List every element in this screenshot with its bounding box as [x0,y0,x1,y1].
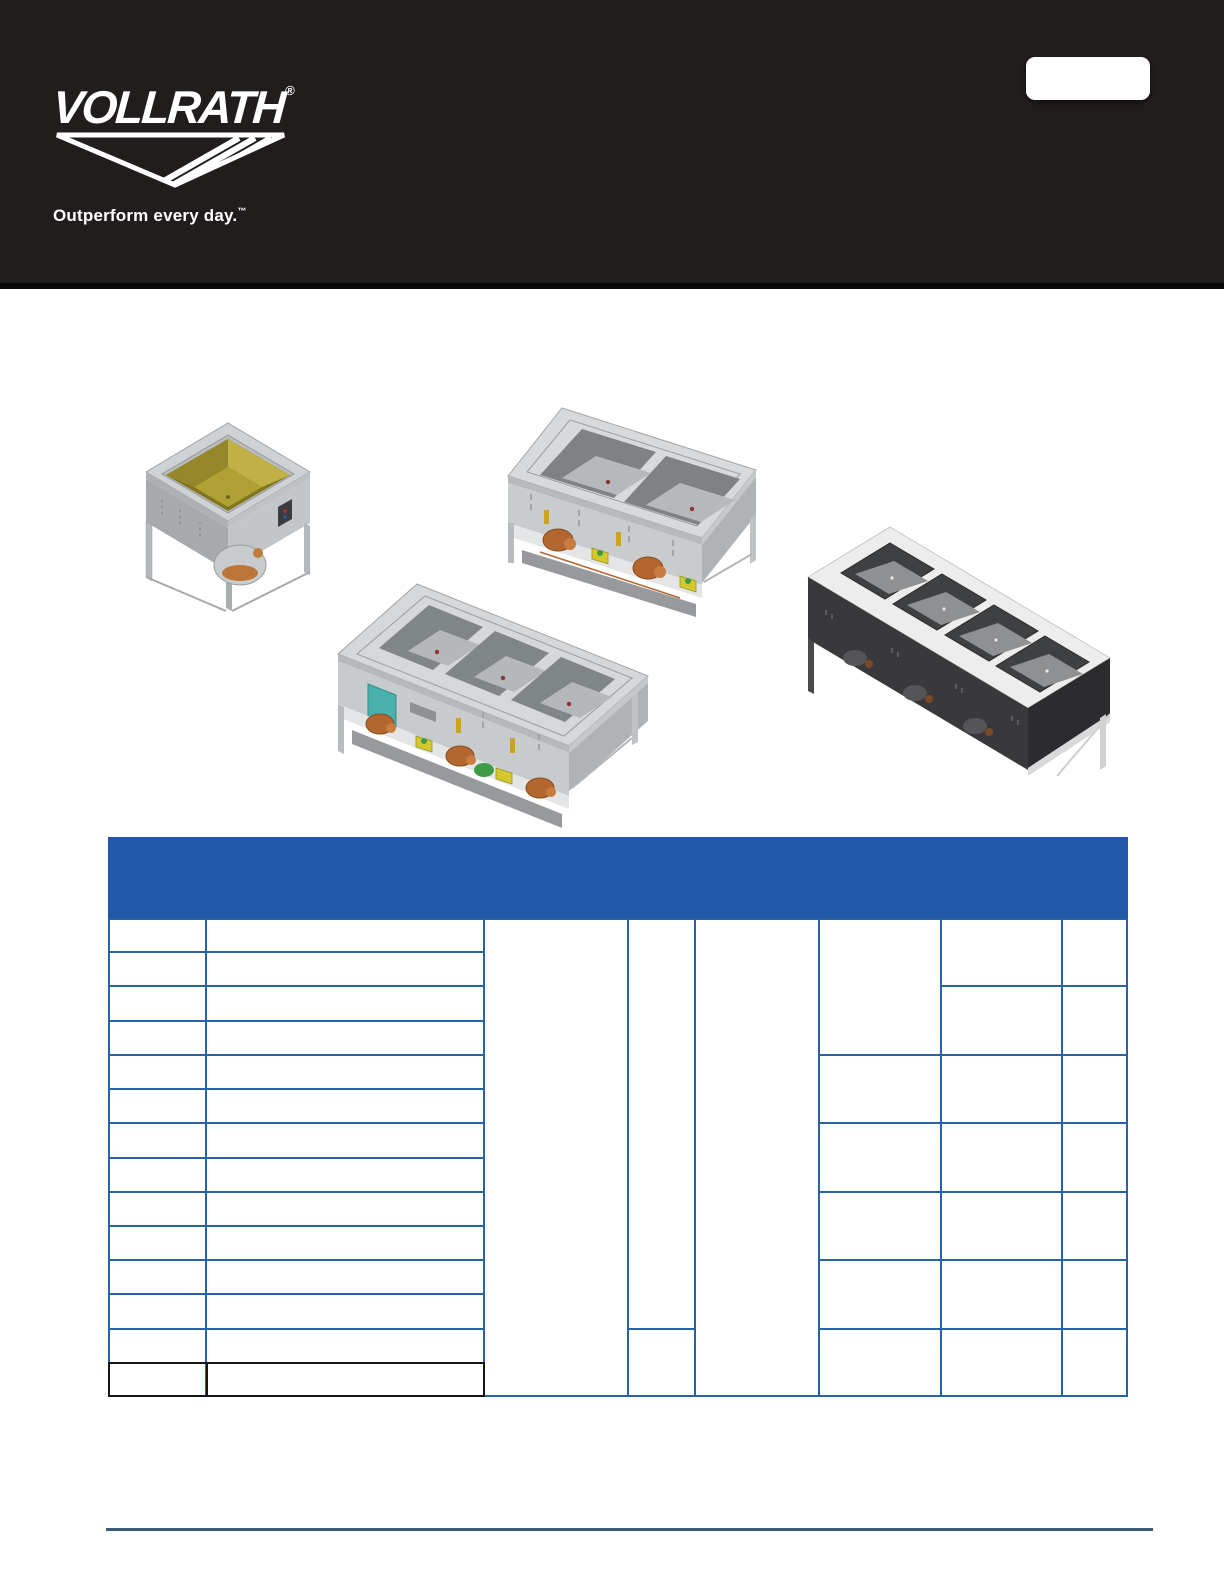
table-grid-line [627,918,629,1397]
table-grid-line [819,1122,1128,1124]
table-grid-line [108,951,484,953]
table-grid-line [819,1259,1128,1261]
four-well-unit-image [795,518,1115,788]
product-illustration-1 [140,415,315,620]
table-grid-line [819,1328,1128,1330]
footer-rule [106,1528,1153,1531]
table-grid-line [941,985,1128,987]
vollrath-logo [51,81,296,226]
table-grid-line [694,918,696,1397]
table-grid-line [108,985,484,987]
table-grid-line [108,1225,484,1227]
table-highlight-cells [108,1362,485,1397]
table-header-band [108,837,1128,918]
table-grid-line [108,1088,484,1090]
table-grid-line [819,1191,1128,1193]
table-grid-line [108,918,1128,920]
brand-tagline: Outperform every day.™ [53,206,247,225]
table-grid-line [108,1293,484,1295]
logo-wordmark [51,81,296,133]
logo-text: VOLLRATH [51,81,286,133]
table-grid-line [819,1054,1128,1056]
table-grid-line [108,1020,484,1022]
table-grid-line [108,1157,484,1159]
trademark-mark: ™ [237,206,247,216]
table-grid-line [1061,918,1063,1397]
spec-table [108,837,1128,1397]
brand-header [0,0,1224,289]
product-illustration-4 [795,518,1115,793]
table-grid-line [108,1191,484,1193]
table-grid-line [940,918,942,1397]
table-grid-line [818,918,820,1397]
table-grid-line [108,1328,484,1330]
table-grid-line [108,1054,484,1056]
logo-triangle-icon [53,132,288,188]
table-grid-line [108,1259,484,1261]
item-number-box [1026,57,1150,100]
single-well-unit-image [140,415,315,615]
registered-mark: ® [284,83,296,98]
table-grid-line [108,1122,484,1124]
table-grid-line [628,1328,695,1330]
table-grid-line [1126,918,1128,1397]
table-grid [108,918,1128,1397]
three-well-unit-image [332,578,654,828]
table-grid-line [206,1364,208,1395]
product-illustration-3 [332,578,654,833]
